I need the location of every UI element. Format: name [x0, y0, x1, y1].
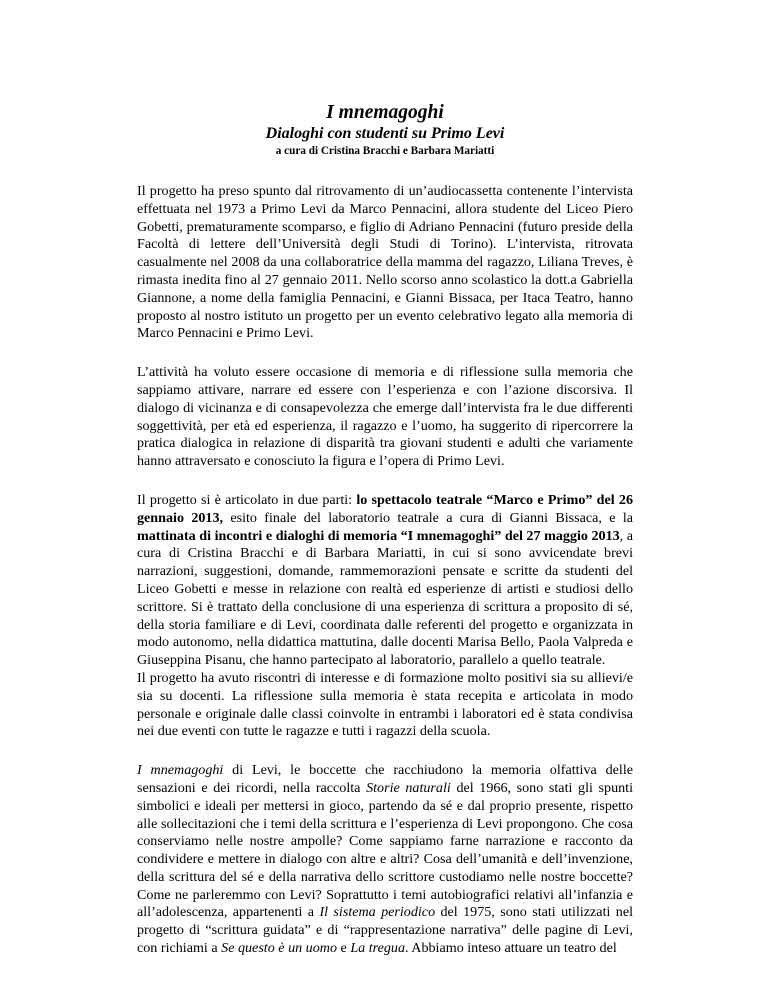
paragraph-5-italic-3: Il sistema periodico	[319, 904, 436, 921]
paragraph-5-text-2: del 1966, sono stati gli spunti simbolici e ideali per mettersi in gioco, partendo da sé e dal proprio presente, rispetto alle sollecitazioni che i temi della scrittura e l’esperienza di Levi propongono. Che cosa conserviamo nelle nostre ampolle? Come sappiamo farne narrazione e racconto da condividere e mettere in dialogo con altre e altri? Cosa dell’umanità e dell’invenzione, della scrittura del sé e della narrativa dello scrittore custodiamo nelle nostre boccette? Come ne parleremmo con Levi? Soprattutto i temi autobiografici relativi all’infanzia e all’adolescenza, appartenenti a	[137, 779, 634, 921]
paragraph-5-italic-1: I mnemagoghi	[137, 762, 224, 779]
paragraph-3-bold-2: mattinata di incontri e dialoghi di memoria “I mnemagoghi” del 27 maggio 2013	[137, 527, 620, 544]
paragraph-4: Il progetto ha avuto riscontri di interesse e di formazione molto positivi sia su allievi/e sia su docenti. La riflessione sulla memoria è stata recepita e articolata in modo personale e originale dalle classi coinvolte in entrambi i laboratori ed è stata condivisa nei due eventi con tutte le ragazze e tutti i ragazzi della scuola.	[137, 669, 633, 740]
document-editors: a cura di Cristina Bracchi e Barbara Mariatti	[275, 145, 495, 157]
document-title: I mnemagoghi	[326, 102, 444, 123]
paragraph-5-italic-5: La tregua	[350, 940, 406, 957]
paragraph-2: L’attività ha voluto essere occasione di memoria e di riflessione sulla memoria che sappiamo attivare, narrare ed essere con l’esperienza e con l’azione discorsiva. Il dialogo di vicinanza e di consapevolezza che emerge dall’intervista fra le due differenti soggettività, per età ed esperienza, il ragazzo e l’uomo, ha suggerito di ripercorrere la pratica dialogica in relazione di disparità tra giovani studenti e adulti che variamente hanno attraversato e conosciuto la figura e l’opera di Primo Levi.	[137, 364, 633, 470]
paragraph-3-text-1: Il progetto si è articolato in due parti:	[137, 491, 357, 508]
paragraph-5-text-3: del 1975, sono stati utilizzati nel progetto di “scrittura guidata” e di “rappresentazione narrativa” delle pagine di Levi, con richiami a	[137, 904, 633, 957]
paragraph-5-italic-4: Se questo è un uomo	[221, 940, 338, 957]
paragraph-5-text-4: e	[337, 940, 351, 957]
paragraph-5	[137, 762, 633, 958]
paragraph-3-text-2: esito finale del laboratorio teatrale a cura di Gianni Bissaca, e la	[223, 509, 633, 526]
paragraph-5-text-1: di Levi, le boccette che racchiudono la memoria olfattiva delle sensazioni e dei ricordi, nella raccolta	[137, 762, 633, 796]
paragraph-3-bold-1: lo spettacolo teatrale “Marco e Primo” del 26 gennaio 2013,	[137, 491, 633, 526]
document-subtitle: Dialoghi con studenti su Primo Levi	[265, 125, 505, 142]
paragraph-1: Il progetto ha preso spunto dal ritrovamento di un’audiocassetta contenente l’intervista effettuata nel 1973 a Primo Levi da Marco Pennacini, allora studente del Liceo Piero Gobetti, prematuramente scomparso, e figlio di Adriano Pennacini (futuro preside della Facoltà di lettere dell’Università degli Studi di Torino). L’intervista, ritrovata casualmente nel 2008 da una collaboratrice della mamma del ragazzo, Liliana Treves, è rimasta inedita fino al 27 gennaio 2011. Nello scorso anno scolastico la dott.a Gabriella Giannone, a nome della famiglia Pennacini, e Gianni Bissaca, per Itaca Teatro, hanno proposto al nostro istituto un progetto per un evento celebrativo legato alla memoria di Marco Pennacini e Primo Levi.	[137, 183, 633, 342]
paragraph-5-italic-2: Storie naturali	[366, 779, 451, 796]
document-page	[137, 102, 633, 979]
paragraph-5-text-5: . Abbiamo inteso attuare un teatro del	[405, 940, 617, 957]
paragraph-3-text-3: , a cura di Cristina Bracchi e di Barbara Mariatti, in cui si sono avvicendate brevi narrazioni, suggestioni, domande, rammemorazioni pensate e scritte da studenti del Liceo Gobetti e messe in relazione con realtà ed esperienze di artisti e studiosi dello scrittore. Si è trattato della conclusione di una esperienza di scrittura a proposito di sé, della storia familiare e di Levi, coordinata dalle referenti del progetto e organizzata in modo autonomo, nella didattica mattutina, dalle docenti Marisa Bello, Paola Valpreda e Giuseppina Pisanu, che hanno partecipato al laboratorio, parallelo a quello teatrale.	[137, 527, 634, 669]
paragraph-3	[137, 492, 633, 670]
